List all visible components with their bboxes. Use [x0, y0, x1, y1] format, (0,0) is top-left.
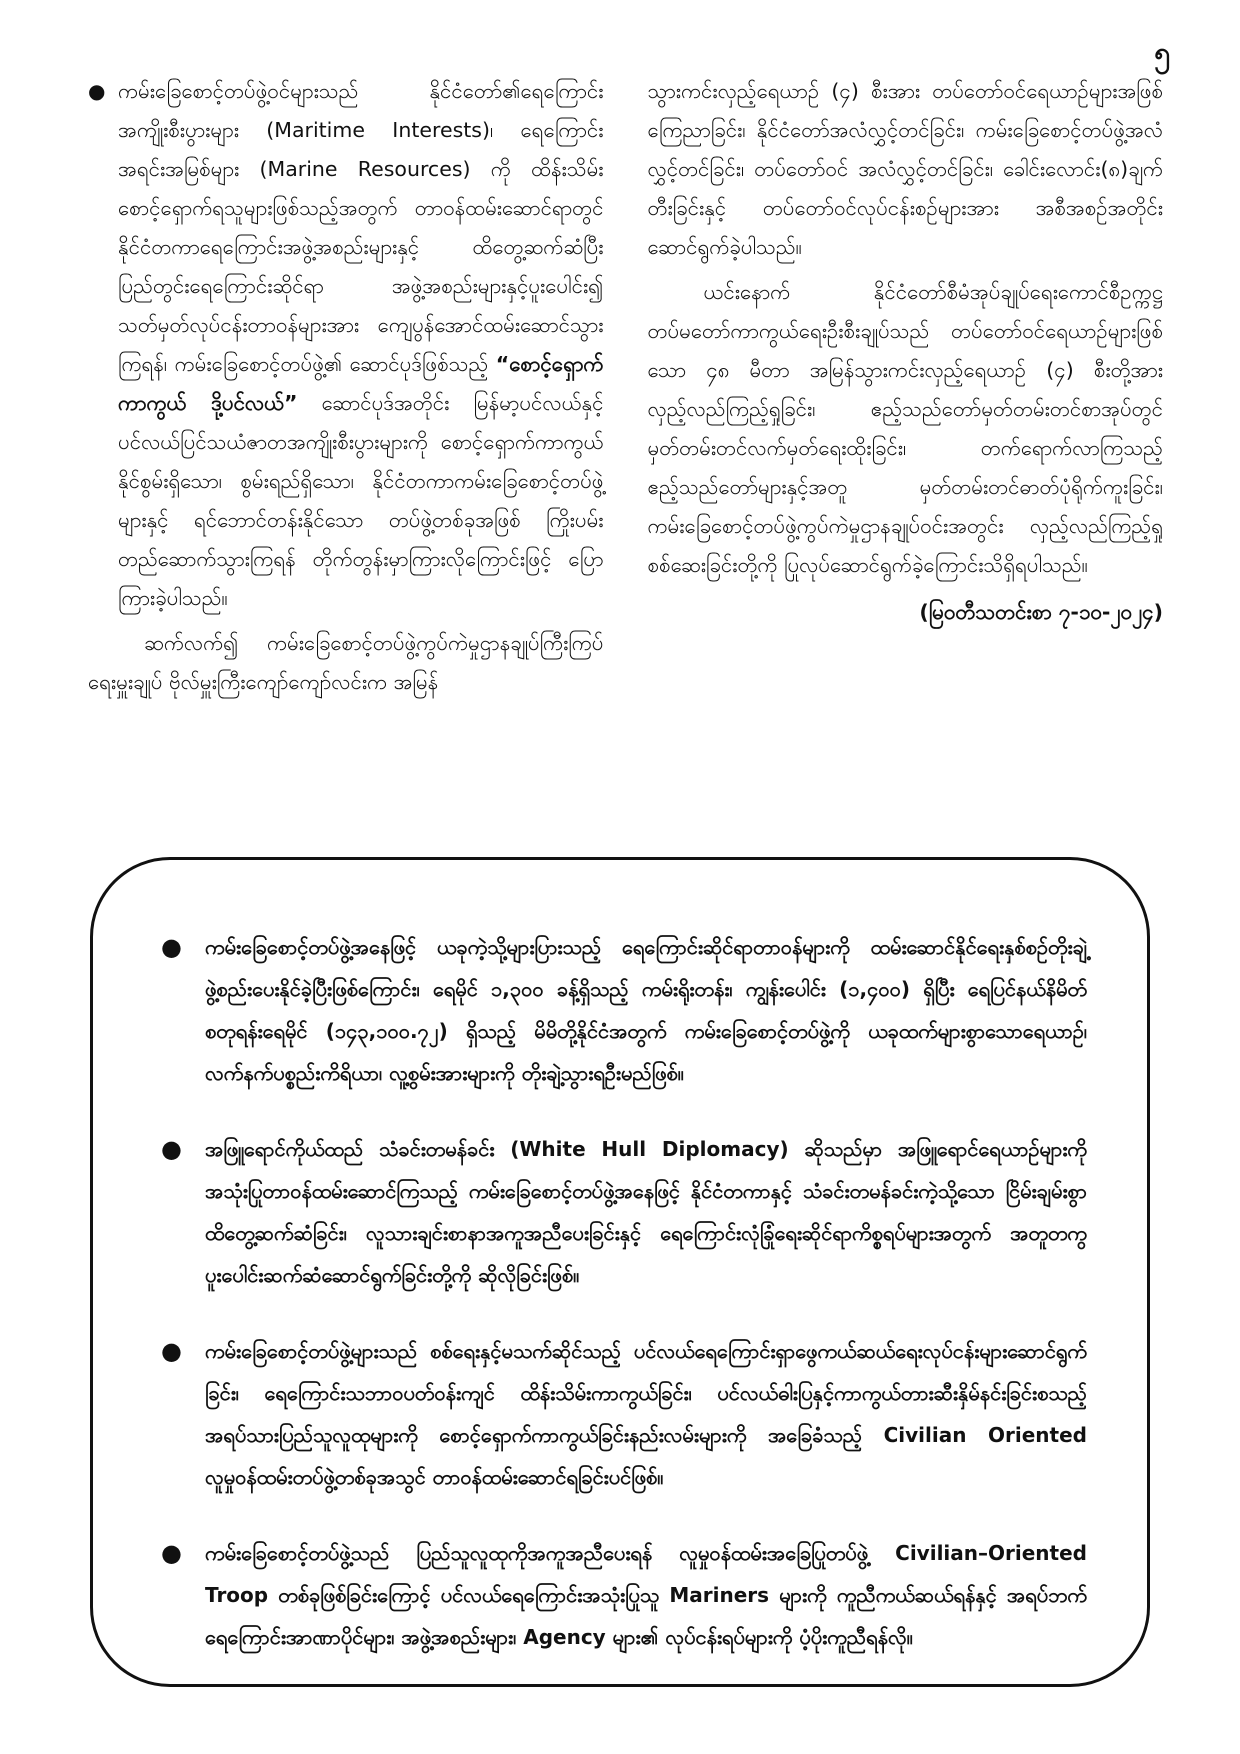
left-bullet-paragraph — [88, 72, 604, 618]
source-citation: (မြဝတီသတင်းစာ ၇-၁၀-၂၀၂၄) — [919, 600, 1163, 624]
paragraph-text-end: ဆောင်ပုဒ်အတိုင်း မြန်မာ့ပင်လယ်နှင့် ပင်လယ်ပြင်သယံဇာတအကျိုးစီးပွားများကို စောင့်ရှောက်ကာကွယ်နိုင်စွမ်းရှိသော၊ စွမ်းရည်ရှိသော၊ နိုင်ငံတကာကမ်းခြေစောင့်တပ်ဖွဲ့များနှင့် ရင်ဘောင်တန်းနိုင်သော တပ်ဖွဲ့တစ်ခုအဖြစ် ကြိုးပမ်းတည်ဆောက်သွားကြရန် တိုက်တွန်းမှာကြားလိုကြောင်းဖြင့် ပြောကြားခဲ့ပါသည်။ — [118, 391, 604, 610]
two-column-article — [88, 72, 1163, 832]
highlight-box — [90, 857, 1150, 1687]
box-bullet-item — [161, 1330, 1087, 1498]
right-column — [648, 72, 1164, 832]
bullet-icon: ● — [88, 79, 106, 103]
box-item-text: အဖြူရောင်ကိုယ်ထည် သံခင်းတမန်ခင်း (White Hull Diplomacy) ဆိုသည်မှာ အဖြူရောင်ရေယာဉ်များကို အသုံးပြုတာဝန်ထမ်းဆောင်ကြသည့် ကမ်းခြေစောင့်တပ်ဖွဲ့အနေဖြင့် နိုင်ငံတကာနှင့် သံခင်းတမန်ခင်းကဲ့သို့သော ငြိမ်းချမ်းစွာထိတွေ့ဆက်ဆံခြင်း၊ လူသားချင်းစာနာအကူအညီပေးခြင်းနှင့် ရေကြောင်းလုံခြုံရေးဆိုင်ရာကိစ္စရပ်များအတွက် အတူတကွပူးပေါင်းဆက်ဆံဆောင်ရွက်ခြင်းတို့ကို ဆိုလိုခြင်းဖြစ်။ — [205, 1137, 1087, 1287]
right-paragraph-2: ယင်းနောက် နိုင်ငံတော်စီမံအုပ်ချုပ်ရေးကောင်စီဥက္ကဋ္ဌ တပ်မတော်ကာကွယ်ရေးဦးစီးချုပ်သည် တပ်တော်ဝင်ရေယာဉ်များဖြစ်သော ၄၈ မီတာ အမြန်သွားကင်းလှည့်ရေယာဉ် (၄) စီးတို့အား လှည့်လည်ကြည့်ရှုခြင်း၊ ဧည့်သည်တော်မှတ်တမ်းတင်စာအုပ်တွင် မှတ်တမ်းတင်လက်မှတ်ရေးထိုးခြင်း၊ တက်ရောက်လာကြသည့် ဧည့်သည်တော်များနှင့်အတူ မှတ်တမ်းတင်ဓာတ်ပုံရိုက်ကူးခြင်း၊ ကမ်းခြေစောင့်တပ်ဖွဲ့ကွပ်ကဲမှုဌာနချုပ်ဝင်းအတွင်း လှည့်လည်ကြည့်ရှုစစ်ဆေးခြင်းတို့ကို ပြုလုပ်ဆောင်ရွက်ခဲ့ကြောင်းသိရှိရပါသည်။ — [647, 280, 1163, 577]
box-bullet-item — [161, 1532, 1087, 1658]
box-bullet-item — [161, 1128, 1087, 1296]
right-paragraph-1: သွားကင်းလှည့်ရေယာဉ် (၄) စီးအား တပ်တော်ဝင်ရေယာဉ်များအဖြစ် ကြေညာခြင်း၊ နိုင်ငံတော်အလံလွှင့်တင်ခြင်း၊ ကမ်းခြေစောင့်တပ်ဖွဲ့အလံလွှင့်တင်ခြင်း၊ တပ်တော်ဝင် အလံလွှင့်တင်ခြင်း၊ ခေါင်းလောင်း(၈)ချက်တီးခြင်းနှင့် တပ်တော်ဝင်လုပ်ငန်းစဉ်များအား အစီအစဉ်အတိုင်း ဆောင်ရွက်ခဲ့ပါသည်။ — [647, 79, 1163, 259]
left-paragraph-2: ဆက်လက်၍ ကမ်းခြေစောင့်တပ်ဖွဲ့ကွပ်ကဲမှုဌာနချုပ်ကြီးကြပ်ရေးမှူးချုပ် ဗိုလ်မှူးကြီးကျော်ကျော်လင်းက အမြန် — [88, 631, 604, 694]
box-bullet-item — [161, 926, 1087, 1094]
box-item-text: ကမ်းခြေစောင့်တပ်ဖွဲ့အနေဖြင့် ယခုကဲ့သို့များပြားသည့် ရေကြောင်းဆိုင်ရာတာဝန်များကို ထမ်းဆောင်နိုင်ရေးနှစ်စဉ်တိုးချဲ့ဖွဲ့စည်းပေးနိုင်ခဲ့ပြီးဖြစ်ကြောင်း၊ ရေမိုင် ၁,၃၀၀ ခန့်ရှိသည့် ကမ်းရိုးတန်း၊ ကျွန်းပေါင်း (၁,၄၀၀) ရှိပြီး ရေပြင်နယ်နိမိတ် စတုရန်းရေမိုင် (၁၄၃,၁၀၀.၇၂) ရှိသည့် မိမိတို့နိုင်ငံအတွက် ကမ်းခြေစောင့်တပ်ဖွဲ့ကို ယခုထက်များစွာသောရေယာဉ်၊ လက်နက်ပစ္စည်းကိရိယာ၊ လူ့စွမ်းအားများကို တိုးချဲ့သွားရဦးမည်ဖြစ်။ — [205, 935, 1087, 1085]
slogan-emphasis: “စောင့်ရှောက်ကာကွယ် ဒို့ပင်လယ်” — [118, 352, 604, 415]
left-column — [88, 72, 604, 832]
box-item-text: ကမ်းခြေစောင့်တပ်ဖွဲ့များသည် စစ်ရေးနှင့်မသက်ဆိုင်သည့် ပင်လယ်ရေကြောင်းရှာဖွေကယ်ဆယ်ရေးလုပ်ငန်းများဆောင်ရွက်ခြင်း၊ ရေကြောင်းသဘာဝပတ်ဝန်းကျင် ထိန်းသိမ်းကာကွယ်ခြင်း၊ ပင်လယ်ဓါးပြနှင့်ကာကွယ်တားဆီးနှိမ်နင်းခြင်းစသည့် အရပ်သားပြည်သူလူထုများကို စောင့်ရှောက်ကာကွယ်ခြင်းနည်းလမ်းများကို အခြေခံသည့် Civilian Oriented လူမှုဝန်ထမ်းတပ်ဖွဲ့တစ်ခုအသွင် တာဝန်ထမ်းဆောင်ရခြင်းပင်ဖြစ်။ — [205, 1339, 1087, 1489]
bullet-icon: ● — [161, 1539, 182, 1567]
bullet-icon: ● — [161, 933, 182, 961]
page-number: ၅ — [1154, 36, 1170, 69]
bullet-icon: ● — [161, 1135, 182, 1163]
paragraph-text-start: ကမ်းခြေစောင့်တပ်ဖွဲ့ဝင်များသည် နိုင်ငံတော်၏ရေကြောင်းအကျိုးစီးပွားများ (Maritime Interests)၊ ရေကြောင်းအရင်းအမြစ်များ (Marine Resources) ကို ထိန်းသိမ်းစောင့်ရှောက်ရသူများဖြစ်သည့်အတွက် တာဝန်ထမ်းဆောင်ရာတွင် နိုင်ငံတကာရေကြောင်းအဖွဲ့အစည်းများနှင့် ထိတွေ့ဆက်ဆံပြီး ပြည်တွင်းရေကြောင်းဆိုင်ရာ အဖွဲ့အစည်းများနှင့်ပူးပေါင်း၍ သတ်မှတ်လုပ်ငန်းတာဝန်များအား ကျေပွန်အောင်ထမ်းဆောင်သွားကြရန်၊ ကမ်းခြေစောင့်တပ်ဖွဲ့၏ ဆောင်ပုဒ်ဖြစ်သည့် — [118, 79, 604, 376]
bullet-icon: ● — [161, 1337, 182, 1365]
box-item-text: ကမ်းခြေစောင့်တပ်ဖွဲ့သည် ပြည်သူလူထုကိုအကူအညီပေးရန် လူမှုဝန်ထမ်းအခြေပြုတပ်ဖွဲ့ Civilian–Oriented Troop တစ်ခုဖြစ်ခြင်းကြောင့် ပင်လယ်ရေကြောင်းအသုံးပြုသူ Mariners များကို ကူညီကယ်ဆယ်ရန်နှင့် အရပ်ဘက်ရေကြောင်းအာဏာပိုင်များ၊ အဖွဲ့အစည်းများ၊ Agency များ၏ လုပ်ငန်းရပ်များကို ပံ့ပိုးကူညီရန်လို။ — [205, 1541, 1087, 1649]
